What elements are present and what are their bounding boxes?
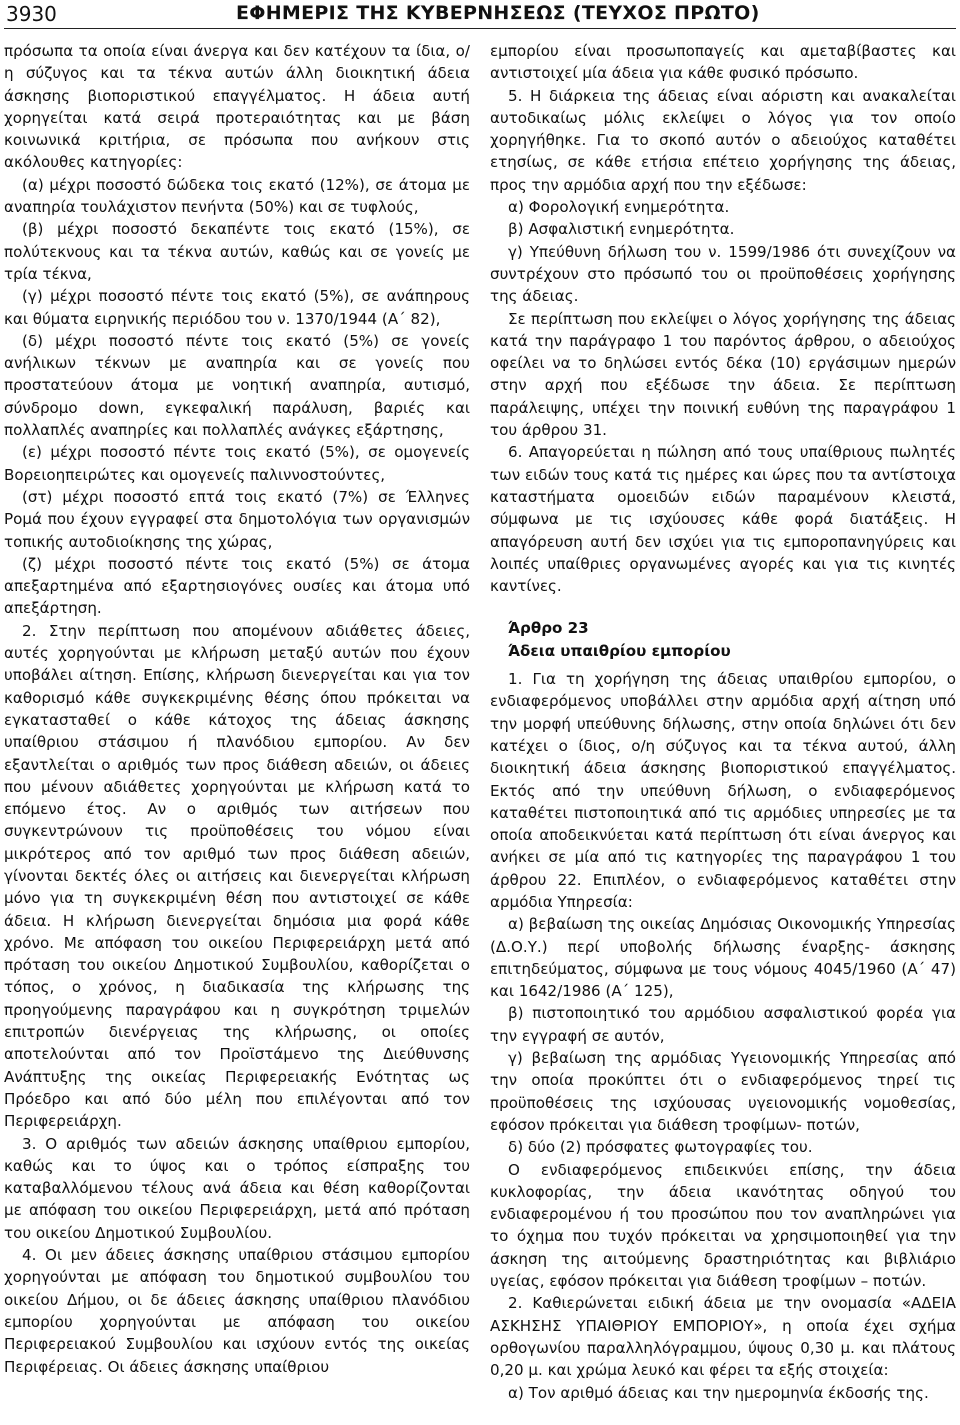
article-title: Άρθρο 23 [508,619,589,638]
paragraph: (α) μέχρι ποσοστό δώδεκα τοις εκατό (12%), σε άτομα με αναπηρία τουλάχιστον πενήντα (50%) και σε τυφλούς, [4,175,470,217]
paragraph: δ) δύο (2) πρόσφατες φωτογραφίες του. [508,1138,813,1157]
paragraph: (β) μέχρι ποσοστό δεκαπέντε τοις εκατό (15%), σε πολύτεκνους και τα τέκνα αυτών, καθώς και σε γονείς με τρία τέκνα, [4,220,470,283]
right-column [490,40,956,1404]
paragraph: 4. Οι μεν άδειες άσκησης υπαίθριου στάσιμου εμπορίου χορηγούνται με απόφαση του δημοτικού συμβουλίου του οικείου Δήμου, οι δε άδειες άσκησης υπαίθριου πλανόδιου εμπορίου χορηγούνται με απόφαση του οικείου Περιφερειακού Συμβουλίου και ισχύουν εντός της οικείας Περιφέρειας. Οι άδειες άσκησης υπαίθριου [4,1246,470,1376]
header-rule [4,28,956,29]
paragraph: Σε περίπτωση που εκλείψει ο λόγος χορήγησης της άδειας κατά την παράγραφο 1 του παρόντος άρθρου, ο αδειούχος οφείλει να το δηλώσει εντός δέκα (10) εργάσιμων ημερών στην αρχή που εξέδωσε την άδεια. Σε περίπτωση παράλειψης, υπέχει την ποινική ευθύνη της παραγράφου 1 του άρθρου 31. [490,309,956,440]
article-subtitle: Άδεια υπαιθρίου εμπορίου [508,641,731,660]
paragraph: β) Ασφαλιστική ενημερότητα. [508,220,735,239]
paragraph: (δ) μέχρι ποσοστό πέντε τοις εκατό (5%) σε γονείς ανήλικων τέκνων με αναπηρία και σε γονείς που προστατεύουν άτομα με νοητική αναπηρία, αυτισμό, σύνδρομο down, εγκεφαλική παράλυση, βαριές και πολλαπλές αναπηρίες και πολλαπλές ανάγκες εξάρτησης, [4,331,470,440]
paragraph: β) πιστοποιητικό του αρμόδιου ασφαλιστικού φορέα για την εγγραφή σε αυτόν, [490,1004,956,1045]
page-header [0,0,960,30]
left-column [4,40,470,1378]
paragraph: Ο ενδιαφερόμενος επιδεικνύει επίσης, την άδεια κυκλοφορίας, την άδεια ικανότητας οδηγού του ενδιαφερομένου ή του προσώπου που τον αναπληρώνει για το όχημα που τυχόν πρόκειται να χρησιμοποιηθεί για την άσκηση της αιτούμενης δραστηριότητας και βιβλιάριο υγείας, εφόσον πρόκειται για διάθεση τροφίμων – ποτών. [490,1160,956,1291]
paragraph: γ) Υπεύθυνη δήλωση του ν. 1599/1986 ότι συνεχίζουν να συντρέχουν στο πρόσωπό του οι προϋποθέσεις χορήγησης της άδειας. [490,242,956,306]
paragraph: πρόσωπα τα οποία είναι άνεργα και δεν κατέχουν τα ίδια, ο/η σύζυγος και τα τέκνα αυτών άλλη διοικητική άδεια άσκησης βιοποριστικού επαγγέλματος. Η άδεια αυτή χορηγείται κατά σειρά προτεραιότητας και με βάση κοινωνικά κριτήρια, σε πρόσωπα που ανήκουν στις ακόλουθες κατηγορίες: [4,42,470,172]
page-number: 3930 [6,2,57,26]
paragraph: 3. Ο αριθμός των αδειών άσκησης υπαίθριου εμπορίου, καθώς και το ύψος και ο τρόπος είσπραξης του καταβαλλόμενου τέλους ανά άδεια και θέση καθορίζονται με απόφαση του οικείου Περιφερειάρχη, μετά από πρόταση του οικείου Δημοτικού Συμβουλίου. [4,1134,470,1242]
paragraph: α) βεβαίωση της οικείας Δημόσιας Οικονομικής Υπηρεσίας (Δ.Ο.Υ.) περί υποβολής δήλωσης έναρξης- άσκησης επιτηδεύματος, σύμφωνα με τους νόμους 4045/1960 (Α΄ 47) και 1642/1986 (Α΄ 125), [490,915,956,1001]
paragraph: 2. Καθιερώνεται ειδική άδεια με την ονομασία «ΑΔΕΙΑ ΑΣΚΗΣΗΣ ΥΠΑΙΘΡΙΟΥ ΕΜΠΟΡΙΟΥ», η οποία έχει σχήμα ορθογωνίου παραλληλόγραμμου, ύψους 0,30 μ. και πλάτους 0,20 μ. και χρώμα λευκό και φέρει τα εξής στοιχεία: [490,1294,956,1380]
paragraph: 5. Η διάρκεια της άδειας είναι αόριστη και ανακαλείται αυτοδικαίως μόλις εκλείψει ο λόγος για τον οποίο χορηγήθηκε. Για το σκοπό αυτόν ο αδειούχος καταθέτει ετησίως, σε κάθε ετήσια επέτειο χορήγησης της άδειας, προς την αρμόδια αρχή που την εξέδωσε: [490,86,956,194]
paragraph: 2. Στην περίπτωση που απομένουν αδιάθετες άδειες, αυτές χορηγούνται με κλήρωση μεταξύ αυτών που έχουν υποβάλει αίτηση. Επίσης, κλήρωση διενεργείται και για τον καθορισμό κάθε συγκεκριμένης θέσης όπου πρόκειται να εγκατασταθεί ο κάθε κάτοχος της άδειας άσκησης υπαίθριου στάσιμου ή πλανόδιου εμπορίου. Αν δεν εξαντλείται ο αριθμός των προς διάθεση αδειών, οι άδειες που μένουν αδιάθετες χορηγούνται με κλήρωση κατά το επόμενο έτος. Αν ο αριθμός των αιτήσεων που συγκεντρώνουν τις προϋποθέσεις του νόμου είναι μικρότερος από τον αριθμό των προς διάθεση αδειών, γίνονται δεκτές όλες οι αιτήσεις και διενεργείται κλήρωση μόνο για τη συγκεκριμένη θέση που αντιστοιχεί σε κάθε άδεια. Η κλήρωση διενεργείται δημόσια μια φορά κάθε χρόνο. Με απόφαση του οικείου Περιφερειάρχη μετά από πρόταση του οικείου Δημοτικού Συμβουλίου, καθορίζεται ο τόπος, ο χρόνος, η διαδικασία της κλήρωσης της προηγούμενης παραγράφου και η συγκρότηση τριμελών επιτροπών διενέργειας της κλήρωσης, οι οποίες αποτελούνται από τον Προϊστάμενο της Διεύθυνσης Ανάπτυξης της οικείας Περιφερειακής Ενότητας ως Πρόεδρο και από δύο μέλη που επιλέγονται από τον Περιφερειάρχη. [4,621,470,1131]
paragraph: 1. Για τη χορήγηση της άδειας υπαιθρίου εμπορίου, ο ενδιαφερόμενος υποβάλλει στην αρμόδια αρχή αίτηση υπό την μορφή υπεύθυνης δήλωσης, στην οποία δηλώνει ότι δεν κατέχει ο ίδιος, ο/η σύζυγος και τα τέκνα αυτού, άλλη διοικητική άδεια άσκησης βιοποριστικού επαγγέλματος. Εκτός από την υπεύθυνη δήλωση, ο ενδιαφερόμενος καταθέτει πιστοποιητικά από τις αρμόδιες υπηρεσίες με τα οποία αποδεικνύεται κατά περίπτωση ότι είναι άνεργος και ανήκει σε μία από τις κατηγορίες της παραγράφου 1 του άρθρου 22. Επιπλέον, ο ενδιαφερόμενος καταθέτει στην αρμόδια Υπηρεσία: [490,670,956,911]
paragraph: εμπορίου είναι προσωποπαγείς και αμεταβίβαστες και αντιστοιχεί μία άδεια για κάθε φυσικό πρόσωπο. [490,42,956,83]
paragraph: (ζ) μέχρι ποσοστό πέντε τοις εκατό (5%) σε άτομα απεξαρτημένα από εξαρτησιογόνες ουσίες και άτομα υπό απεξάρτηση. [4,554,470,618]
spacer [490,597,956,617]
paragraph: (ε) μέχρι ποσοστό πέντε τοις εκατό (5%), σε ομογενείς Βορειοηπειρώτες και ομογενείς παλιννοστούντες, [4,443,470,484]
paragraph: α) Τον αριθμό άδειας και την ημερομηνία έκδοσής της. [508,1383,929,1402]
paragraph: (γ) μέχρι ποσοστό πέντε τοις εκατό (5%), σε ανάπηρους και θύματα ειρηνικής περιόδου του ν. 1370/1944 (Α΄ 82), [4,287,470,328]
paragraph: α) Φορολογική ενημερότητα. [508,198,730,217]
paragraph: γ) βεβαίωση της αρμόδιας Υγειονομικής Υπηρεσίας από την οποία προκύπτει ότι ο ενδιαφερόμενος τηρεί τις προϋποθέσεις της ισχύουσας υγειονομικής νομοθεσίας, εφόσον πρόκειται για διάθεση τροφίμων- ποτών, [490,1049,956,1134]
paragraph: 6. Απαγορεύεται η πώληση από τους υπαίθριους πωλητές των ειδών τους κατά τις ημέρες και ώρες που τα αντίστοιχα καταστήματα ομοειδών ειδών παραμένουν κλειστά, σύμφωνα με τις ισχύουσες κάθε φορά διατάξεις. Η απαγόρευση αυτή δεν ισχύει για τις εμποροπανηγύρεις και λοιπές υπαίθριες οργανωμένες αγορές και για τις κινητές καντίνες. [490,443,957,596]
running-title: ΕΦΗΜΕΡΙΣ ΤΗΣ ΚΥΒΕΡΝΗΣΕΩΣ (ΤΕΥΧΟΣ ΠΡΩΤΟ) [236,2,760,24]
paragraph: (στ) μέχρι ποσοστό επτά τοις εκατό (7%) σε Έλληνες Ρομά που έχουν εγγραφεί στα δημοτολόγια των οργανισμών τοπικής αυτοδιοίκησης της χώρας, [4,487,470,551]
